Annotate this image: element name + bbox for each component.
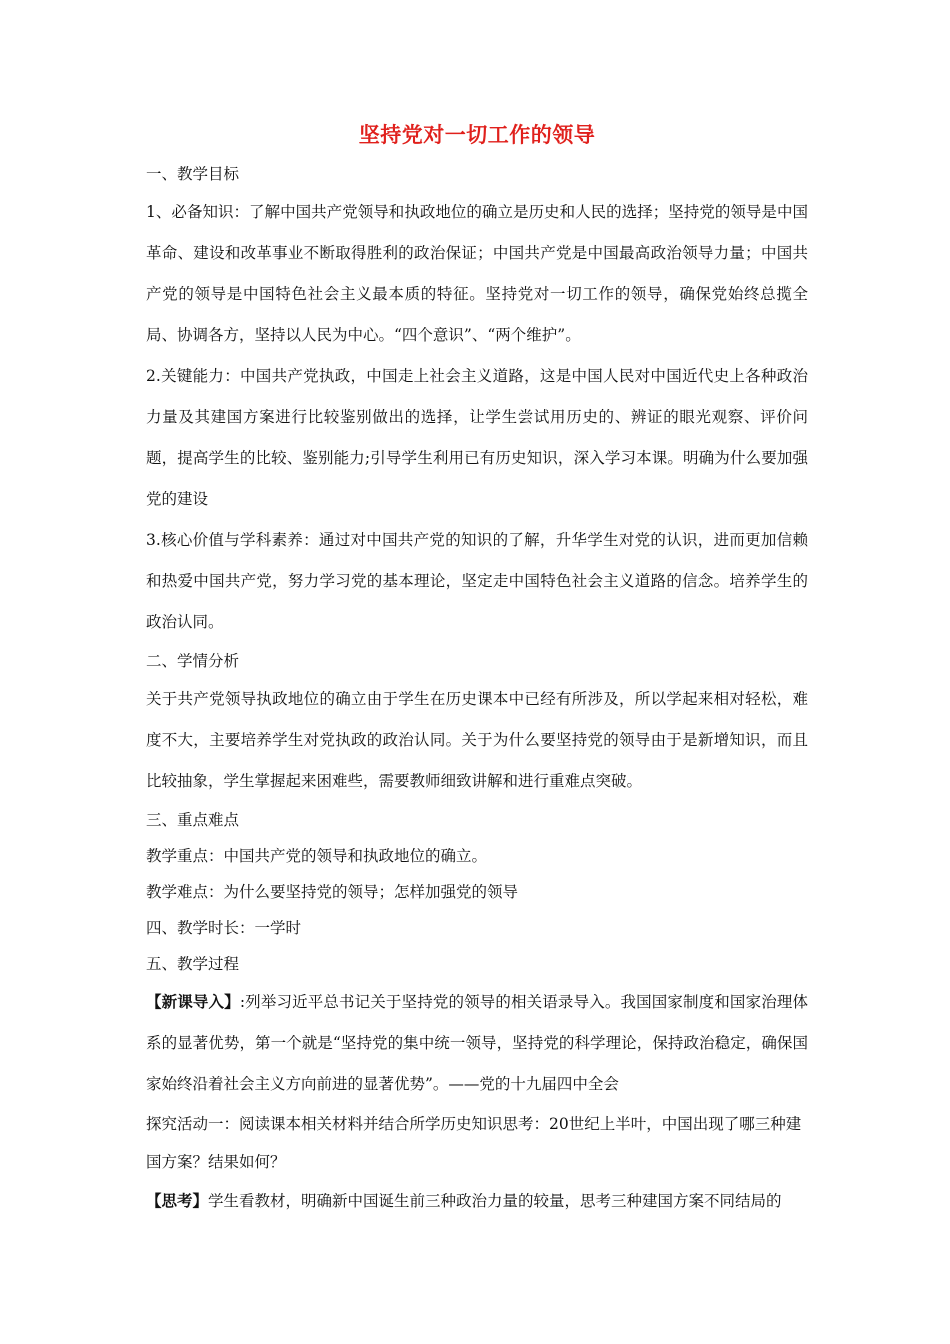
intro-label: 【新课导入】 [146,993,240,1011]
section-heading-teaching-duration: 四、教学时长：一学时 [146,919,302,937]
paragraph-activity-one: 探究活动一：阅读课本相关材料并结合所学历史知识思考：20世纪上半叶，中国出现了哪三种建国方案？结果如何？ [146,1115,802,1171]
paragraph-key-abilities: 2.关键能力：中国共产党执政，中国走上社会主义道路，这是中国人民对中国近代史上各种政治力量及其建国方案进行比较鉴别做出的选择，让学生尝试用历史的、辨证的眼光观察、评价问题，提高学生的比较、鉴别能力;引导学生利用已有历史知识，深入学习本课。明确为什么要加强党的建设 [146,367,808,508]
paragraph-essential-knowledge: 1、必备知识：了解中国共产党领导和执政地位的确立是历史和人民的选择；坚持党的领导是中国革命、建设和改革事业不断取得胜利的政治保证；中国共产党是中国最高政治领导力量；中国共产党的领导是中国特色社会主义最本质的特征。坚持党对一切工作的领导，确保党始终总揽全局、协调各方，坚持以人民为中心。“四个意识”、“两个维护”。 [146,203,808,344]
section-heading-teaching-goals: 一、教学目标 [146,165,240,183]
intro-text: :列举习近平总书记关于坚持党的领导的相关语录导入。我国国家制度和国家治理体系的显著优势，第一个就是“坚持党的集中统一领导，坚持党的科学理论，保持政治稳定，确保国家始终沿着社会主义方向前进的显著优势”。——党的十九届四中全会 [146,993,808,1093]
think-label: 【思考】 [146,1192,209,1210]
section-heading-key-difficult-points: 三、重点难点 [146,811,240,829]
key-point-line: 教学重点：中国共产党的领导和执政地位的确立。 [146,847,488,865]
think-text: 学生看教材，明确新中国诞生前三种政治力量的较量，思考三种建国方案不同结局的 [208,1192,782,1210]
difficult-point-line: 教学难点：为什么要坚持党的领导；怎样加强党的领导 [146,883,519,901]
document-page [146,118,808,1222]
paragraph-lesson-intro [146,982,808,1105]
paragraph-student-analysis: 关于共产党领导执政地位的确立由于学生在历史课本中已经有所涉及，所以学起来相对轻松，难度不大，主要培养学生对党执政的政治认同。关于为什么要坚持党的领导由于是新增知识，而且比较抽象，学生掌握起来困难些，需要教师细致讲解和进行重难点突破。 [146,690,808,790]
section-heading-student-analysis: 二、学情分析 [146,652,240,670]
section-heading-teaching-process: 五、教学过程 [146,955,240,973]
document-title: 坚持党对一切工作的领导 [358,123,596,147]
paragraph-think [146,1181,808,1222]
paragraph-core-values: 3.核心价值与学科素养：通过对中国共产党的知识的了解，升华学生对党的认识，进而更加信赖和热爱中国共产党，努力学习党的基本理论，坚定走中国特色社会主义道路的信念。培养学生的政治认同。 [146,531,808,631]
